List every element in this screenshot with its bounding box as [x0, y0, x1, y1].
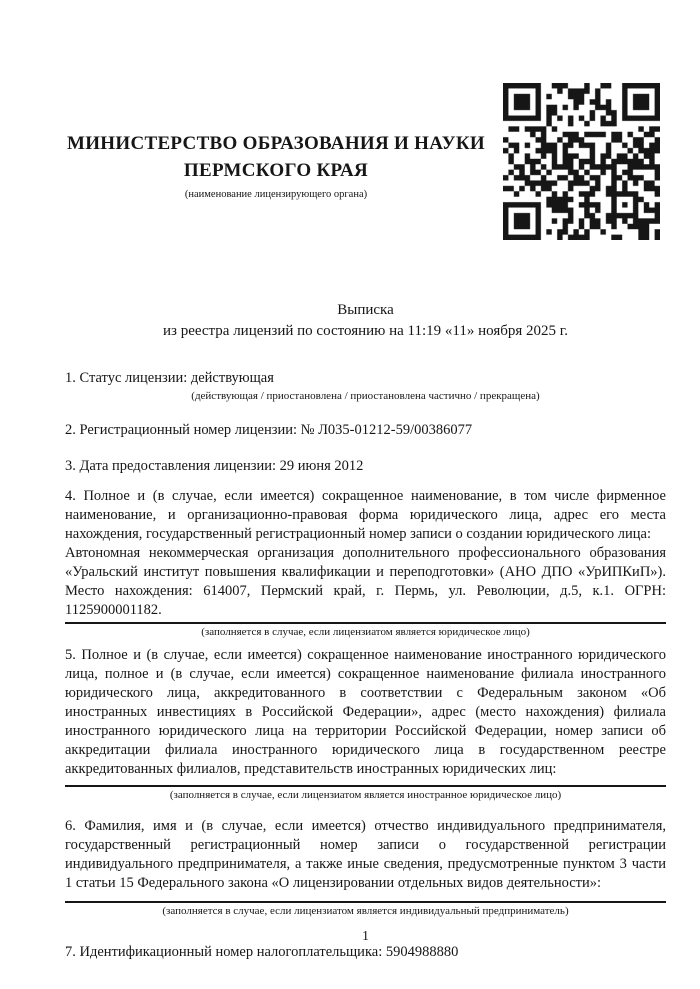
legal-entity-fill-rule	[65, 622, 666, 624]
foreign-entity-label: 5. Полное и (в случае, если имеется) сокращенное наименование иностранного юридического лица, полное и (в случае, если имеется) сокращенное наименование филиала иностранного юридического лица, аккредитованного в соответствии с Федеральным законом «Об иностранных инвестициях в Российской Федерации», адрес (место нахождения) филиала иностранного юридического лица на территории Российской Федерации, номер записи об аккредитации филиала иностранного юридического лица в государственном реестре аккредитованных филиалов, представительств иностранных юридических лиц:	[65, 647, 666, 777]
item-registration-number	[65, 421, 666, 440]
registration-number-text: 2. Регистрационный номер лицензии: № Л035-01212-59/00386077	[65, 422, 473, 438]
document-title	[65, 300, 666, 342]
individual-caption: (заполняется в случае, если лицензиатом является индивидуальный предприниматель)	[162, 905, 569, 917]
taxpayer-number-text: 7. Идентификационный номер налогоплательщика: 5904988880	[65, 944, 459, 960]
authority-caption: (наименование лицензирующего органа)	[184, 189, 368, 200]
ministry-name-line2: ПЕРМСКОГО КРАЯ	[183, 160, 369, 181]
license-status-options-caption: (действующая / приостановлена / приостановлена частично / прекращена)	[191, 390, 540, 402]
legal-entity-value: Автономная некоммерческая организация дополнительного профессионального образования «Уральский институт повышения квалификации и переподготовки» (АНО ДПО «УрИПКиП»). Место нахождения: 614007, Пермский край, г. Пермь, ул. Революции, д.5, к.1. ОГРН: 1125900001182.	[65, 545, 666, 618]
individual-fill-rule	[65, 901, 666, 903]
item-grant-date	[65, 457, 666, 476]
qr-code	[503, 83, 660, 240]
item-license-status	[65, 369, 666, 403]
document-body	[65, 369, 666, 962]
page-number: 1	[362, 929, 369, 944]
foreign-entity-fill-rule	[65, 785, 666, 787]
ministry-name-line1: МИНИСТЕРСТВО ОБРАЗОВАНИЯ И НАУКИ	[66, 133, 486, 154]
license-status-text: 1. Статус лицензии: действующая	[65, 370, 274, 386]
foreign-entity-caption: (заполняется в случае, если лицензиатом является иностранное юридическое лицо)	[169, 789, 562, 801]
item-foreign-entity	[65, 646, 666, 802]
licensing-authority-header	[60, 130, 492, 201]
legal-entity-caption: (заполняется в случае, если лицензиатом является юридическое лицо)	[201, 626, 530, 638]
title-line2: из реестра лицензий по состоянию на 11:19 «11» ноября 2025 г.	[163, 323, 568, 339]
individual-label: 6. Фамилия, имя и (в случае, если имеется) отчество индивидуального предпринимателя, государственный регистрационный номер записи о государственной регистрации индивидуального предпринимателя, а также иные сведения, предусмотренные пунктом 3 части 1 статьи 15 Федерального закона «О лицензировании отдельных видов деятельности»:	[65, 818, 666, 891]
title-line1: Выписка	[337, 302, 394, 318]
legal-entity-label: 4. Полное и (в случае, если имеется) сокращенное наименование, в том числе фирменное наименование, и организационно-правовая форма юридического лица, адрес его места нахождения, государственный регистрационный номер записи о создании юридического лица:	[65, 488, 666, 542]
grant-date-text: 3. Дата предоставления лицензии: 29 июня 2012	[65, 458, 364, 474]
item-legal-entity	[65, 487, 666, 639]
item-individual-entrepreneur	[65, 817, 666, 918]
